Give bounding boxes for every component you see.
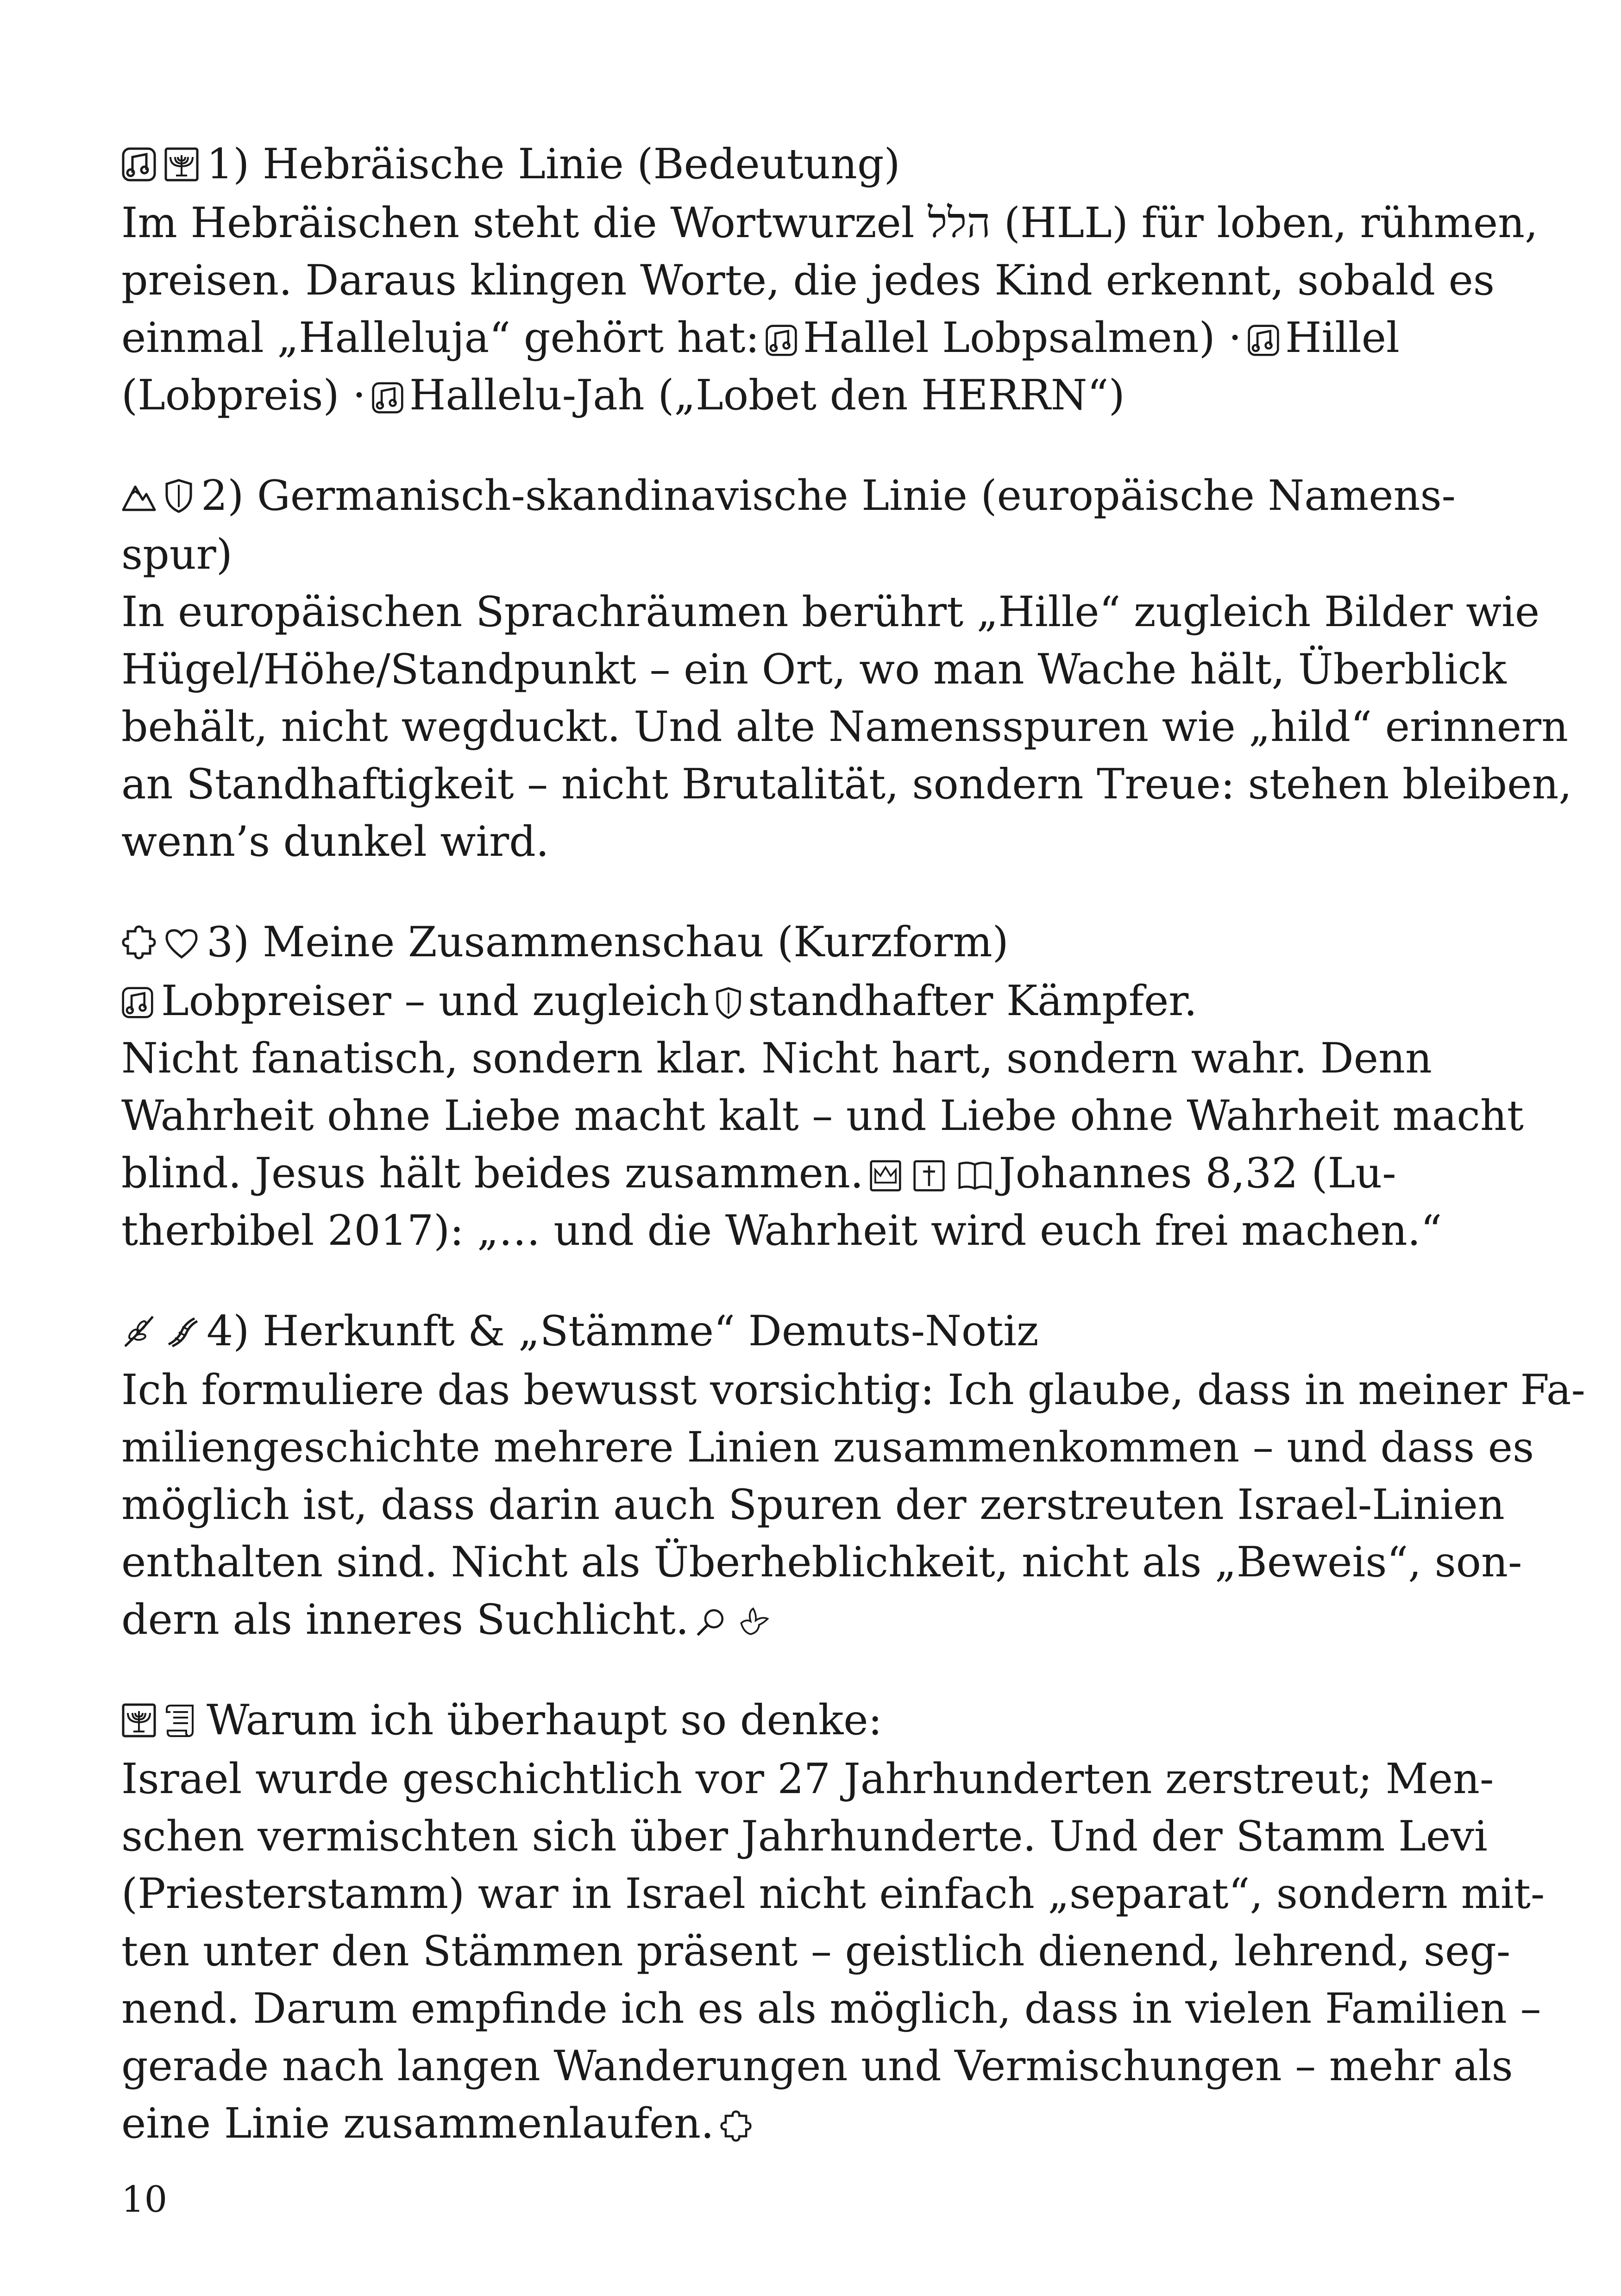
body-line: behält, nicht wegduckt. Und alte Namensspuren wie „hild“ erinnern	[121, 703, 1568, 751]
body-text: dern als inneres Suchlicht.	[121, 1595, 689, 1644]
body-text: (Lobpreis) ·	[121, 371, 366, 420]
music-note-icon	[1247, 324, 1280, 357]
cross-icon	[913, 1160, 945, 1192]
section-heading-text: Warum ich überhaupt so denke:	[207, 1696, 882, 1744]
body-text: Hallelu-Jah („Lobet den HERRN“)	[409, 371, 1125, 420]
body-text: eine Linie zusammenlaufen.	[121, 2099, 714, 2148]
section-heading-text: 4) Herkunft & „Stämme“ Demuts-Notiz	[207, 1307, 1039, 1355]
music-note-icon	[121, 147, 157, 182]
body-line: miliengeschichte mehrere Linien zusammenkommen – und dass es	[121, 1423, 1534, 1472]
body-line	[121, 367, 1455, 424]
scroll-icon	[164, 1703, 199, 1738]
bible-reference: Johannes 8,32 (Lu-	[999, 1149, 1396, 1198]
mountain-icon	[121, 478, 157, 514]
body-line	[121, 972, 1455, 1030]
body-line: In europäischen Sprachräumen berührt „Hille“ zugleich Bilder wie	[121, 588, 1540, 636]
section-origin-note	[121, 1301, 1585, 1649]
body-text: Hillel	[1285, 314, 1400, 362]
music-note-icon	[121, 986, 154, 1019]
body-line	[121, 1591, 1455, 1649]
body-line	[121, 2095, 1455, 2152]
section-hebrew-line	[121, 134, 1538, 424]
body-line: Im Hebräischen steht die Wortwurzel הלל (HLL) für loben, rühmen,	[121, 199, 1538, 247]
music-note-icon	[765, 324, 798, 357]
body-line: Hügel/Höhe/Standpunkt – ein Ort, wo man Wache hält, Überblick	[121, 645, 1507, 694]
dna-icon	[164, 1314, 199, 1349]
body-line: wenn’s dunkel wird.	[121, 817, 549, 866]
menorah-icon	[121, 1703, 157, 1738]
body-line: enthalten sind. Nicht als Überheblichkeit, nicht als „Beweis“, son-	[121, 1538, 1522, 1587]
body-text: Lobpreiser – und zugleich	[161, 977, 710, 1025]
body-text: einmal „Halleluja“ gehört hat:	[121, 314, 760, 362]
section-heading-text: 3) Meine Zusammenschau (Kurzform)	[207, 918, 1009, 966]
body-line: Ich formuliere das bewusst vorsichtig: Ich glaube, dass in meiner Fa-	[121, 1366, 1585, 1414]
music-note-icon	[371, 382, 404, 414]
section-heading-continued: spur)	[121, 530, 232, 579]
body-line: Israel wurde geschichtlich vor 27 Jahrhunderten zerstreut; Men-	[121, 1755, 1494, 1803]
section-germanic-line	[121, 466, 1572, 871]
section-reasoning	[121, 1690, 1545, 2152]
section-heading-text: 1) Hebräische Linie (Bedeutung)	[207, 140, 900, 188]
crown-icon	[869, 1160, 902, 1192]
body-line: möglich ist, dass darin auch Spuren der zerstreuten Israel-Linien	[121, 1480, 1505, 1529]
page-content	[121, 134, 1585, 2194]
body-line: preisen. Daraus klingen Worte, die jedes Kind erkennt, sobald es	[121, 256, 1495, 305]
body-line	[121, 1145, 1455, 1202]
section-heading-text: 2) Germanisch-skandinavische Linie (europäische Namens-	[201, 471, 1456, 520]
body-line: (Priesterstamm) war in Israel nicht einfach „separat“, sondern mit-	[121, 1869, 1545, 1918]
puzzle-icon	[720, 2110, 752, 2142]
body-line: schen vermischten sich über Jahrhunderte. Und der Stamm Levi	[121, 1812, 1488, 1861]
section-heading	[121, 1301, 1455, 1361]
shield-icon	[715, 986, 742, 1020]
body-line: therbibel 2017): „… und die Wahrheit wird euch frei machen.“	[121, 1206, 1442, 1255]
section-heading	[121, 1690, 1455, 1750]
olive-branch-icon	[121, 1314, 157, 1349]
body-line: Wahrheit ohne Liebe macht kalt – und Liebe ohne Wahrheit macht	[121, 1092, 1524, 1140]
magnifier-icon	[694, 1606, 727, 1638]
body-text: standhafter Kämpfer.	[748, 977, 1198, 1025]
menorah-icon	[164, 147, 199, 182]
section-heading	[121, 912, 1455, 972]
body-line: ten unter den Stämmen präsent – geistlich dienend, lehrend, seg-	[121, 1927, 1511, 1976]
body-line	[121, 309, 1455, 367]
heart-icon	[164, 928, 199, 960]
section-synthesis	[121, 912, 1524, 1260]
body-text: blind. Jesus hält beides zusammen.	[121, 1149, 864, 1198]
body-line: Nicht fanatisch, sondern klar. Nicht hart, sondern wahr. Denn	[121, 1034, 1432, 1083]
body-text: Hallel Lobpsalmen) ·	[803, 314, 1242, 362]
body-line: an Standhaftigkeit – nicht Brutalität, sondern Treue: stehen bleiben,	[121, 760, 1572, 809]
dove-icon	[738, 1606, 770, 1638]
page-number: 10	[121, 2179, 168, 2221]
puzzle-icon	[121, 925, 157, 960]
body-line: gerade nach langen Wanderungen und Vermischungen – mehr als	[121, 2042, 1513, 2090]
section-heading	[121, 134, 1455, 194]
body-line: nend. Darum empfinde ich es als möglich, dass in vielen Familien –	[121, 1984, 1541, 2033]
section-heading	[121, 466, 1455, 526]
open-book-icon	[956, 1160, 993, 1192]
shield-icon	[164, 478, 194, 514]
